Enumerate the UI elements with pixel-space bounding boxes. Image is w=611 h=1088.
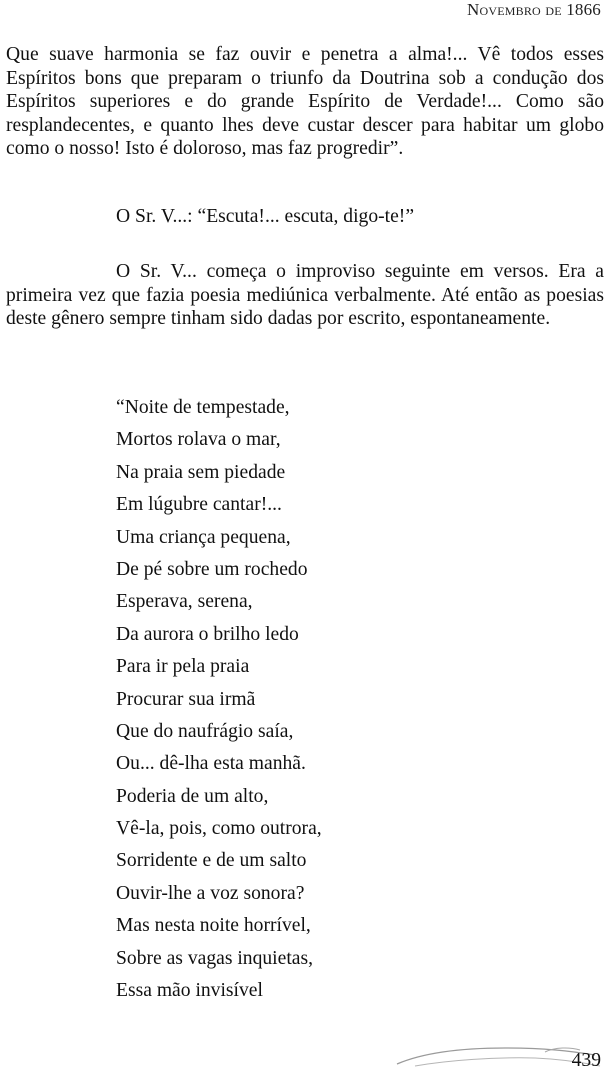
poem-line: De pé sobre um rochedo bbox=[116, 558, 308, 580]
poem-line: Ouvir-lhe a voz sonora? bbox=[116, 882, 305, 904]
poem-line: Para ir pela praia bbox=[116, 656, 250, 678]
paragraph-1: Que suave harmonia se faz ouvir e penetra a alma!... Vê todos esses Espíritos bons que preparam o triunfo da Doutrina sob a condução dos Espíritos superiores e do grande Espírito de Verdade!... Como são resplandecentes, e quanto lhes deve custar descer para habitar um globo como o nosso! Isto é doloroso, mas faz progredir”. bbox=[6, 44, 604, 159]
poem-line: Que do naufrágio saía, bbox=[116, 720, 294, 742]
poem-line: Procurar sua irmã bbox=[116, 688, 256, 710]
poem-line: Esperava, serena, bbox=[116, 591, 253, 613]
poem-line: Em lúgubre cantar!... bbox=[116, 494, 282, 516]
paragraph-3: O Sr. V... começa o improviso seguinte em versos. Era a primeira vez que fazia poesia mediúnica verbalmente. Até então as poesias deste gênero sempre tinham sido dadas por escrito, espontaneamente. bbox=[6, 261, 604, 329]
poem-line: Mas nesta noite horrível, bbox=[116, 915, 311, 937]
poem-line: Da aurora o brilho ledo bbox=[116, 623, 299, 645]
poem-line: Sobre as vagas inquietas, bbox=[116, 947, 313, 969]
poem-line: Ou... dê-lha esta manhã. bbox=[116, 753, 306, 775]
poem bbox=[116, 392, 322, 1007]
page-number: 439 bbox=[571, 1050, 601, 1071]
poem-line: Sorridente e de um salto bbox=[116, 850, 307, 872]
poem-line: Poderia de um alto, bbox=[116, 785, 269, 807]
poem-line: Vê-la, pois, como outrora, bbox=[116, 818, 322, 840]
poem-line: Essa mão invisível bbox=[116, 980, 263, 1002]
poem-line: Na praia sem piedade bbox=[116, 461, 286, 483]
paragraph-2: O Sr. V...: “Escuta!... escuta, digo-te!” bbox=[116, 206, 415, 227]
poem-line: Uma criança pequena, bbox=[116, 526, 291, 548]
poem-line: Mortos rolava o mar, bbox=[116, 429, 281, 451]
poem-line: “Noite de tempestade, bbox=[116, 397, 290, 418]
running-header: Novembro de 1866 bbox=[467, 0, 601, 19]
